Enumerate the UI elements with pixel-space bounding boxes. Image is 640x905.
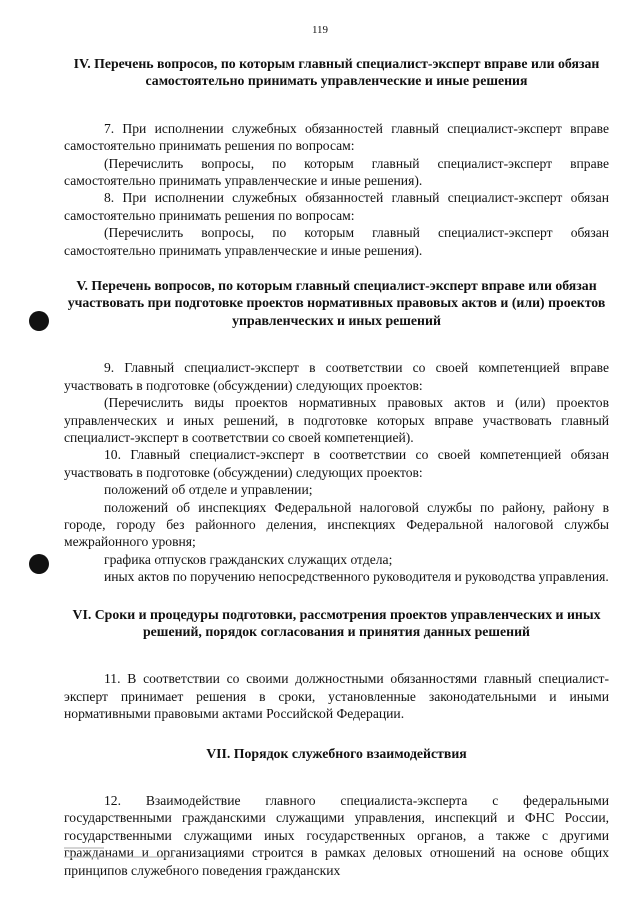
section-vi <box>64 606 609 723</box>
paragraph: 8. При исполнении служебных обязанностей главный специалист-эксперт обязан самостоятельно принимать решения по вопросам: <box>64 190 609 223</box>
section-v <box>64 277 609 586</box>
paragraph: 10. Главный специалист-эксперт в соответствии со своей компетенцией обязан участвовать в подготовке (обсуждении) следующих проектов: <box>64 447 609 480</box>
paragraph: 11. В соответствии со своими должностными обязанностями главный специалист-эксперт принимает решения в сроки, установленные законодательными и иными нормативными правовыми актами Российской Федерации. <box>64 671 609 722</box>
paragraph: (Перечислить вопросы, по которым главный специалист-эксперт обязан самостоятельно принимать управленческие и иные решения). <box>64 225 609 258</box>
paragraph: положений об отделе и управлении; <box>104 482 313 498</box>
punch-hole-mark <box>29 311 49 331</box>
section-heading: VII. Порядок служебного взаимодействия <box>206 745 467 761</box>
section-heading: VI. Сроки и процедуры подготовки, рассмотрения проектов управленческих и иных решений, порядок согласования и принятия данных решений <box>72 606 601 639</box>
stamp-scribble-graphic <box>64 844 184 862</box>
paragraph: 9. Главный специалист-эксперт в соответствии со своей компетенцией вправе участвовать в подготовке (обсуждении) следующих проектов: <box>64 360 609 393</box>
paragraph: (Перечислить виды проектов нормативных правовых актов и (или) проектов управленческих и иных решений, в подготовке которых вправе участвовать главный специалист-эксперт в соответствии со своей компетенцией). <box>64 395 609 445</box>
paragraph: (Перечислить вопросы, по которым главный специалист-эксперт вправе самостоятельно принимать управленческие и иные решения). <box>64 155 609 189</box>
paragraph: иных актов по поручению непосредственного руководителя и руководства управления. <box>104 569 609 585</box>
section-iv <box>64 55 609 259</box>
paragraph: 7. При исполнении служебных обязанностей главный специалист-эксперт вправе самостоятельно принимать решения по вопросам: <box>64 120 609 154</box>
section-heading: IV. Перечень вопросов, по которым главный специалист-эксперт вправе или обязан самостоятельно принимать управленческие и иные решения <box>73 56 600 89</box>
paragraph: графика отпусков гражданских служащих отдела; <box>104 551 393 567</box>
page-number: 119 <box>311 24 329 36</box>
paragraph: положений об инспекциях Федеральной налоговой службы по району, району в городе, городу без районного деления, инспекциях Федеральной налоговой службы межрайонного уровня; <box>64 499 609 550</box>
faint-scan-stamp <box>64 844 184 865</box>
section-heading: V. Перечень вопросов, по которым главный специалист-эксперт вправе или обязан участвовать при подготовке проектов нормативных правовых актов и (или) проектов управленческих и иных решений <box>67 278 606 328</box>
paragraph: 12. Взаимодействие главного специалиста-эксперта с федеральными государственными гражданскими служащими управления, инспекций и ФНС России, государственными служащими иных государственных органов, а также с другими гражданами и организациями строится в рамках деловых отношений на основе общих принципов служебного поведения гражданских <box>64 793 609 878</box>
document-body <box>64 55 609 879</box>
punch-hole-mark <box>29 554 49 574</box>
